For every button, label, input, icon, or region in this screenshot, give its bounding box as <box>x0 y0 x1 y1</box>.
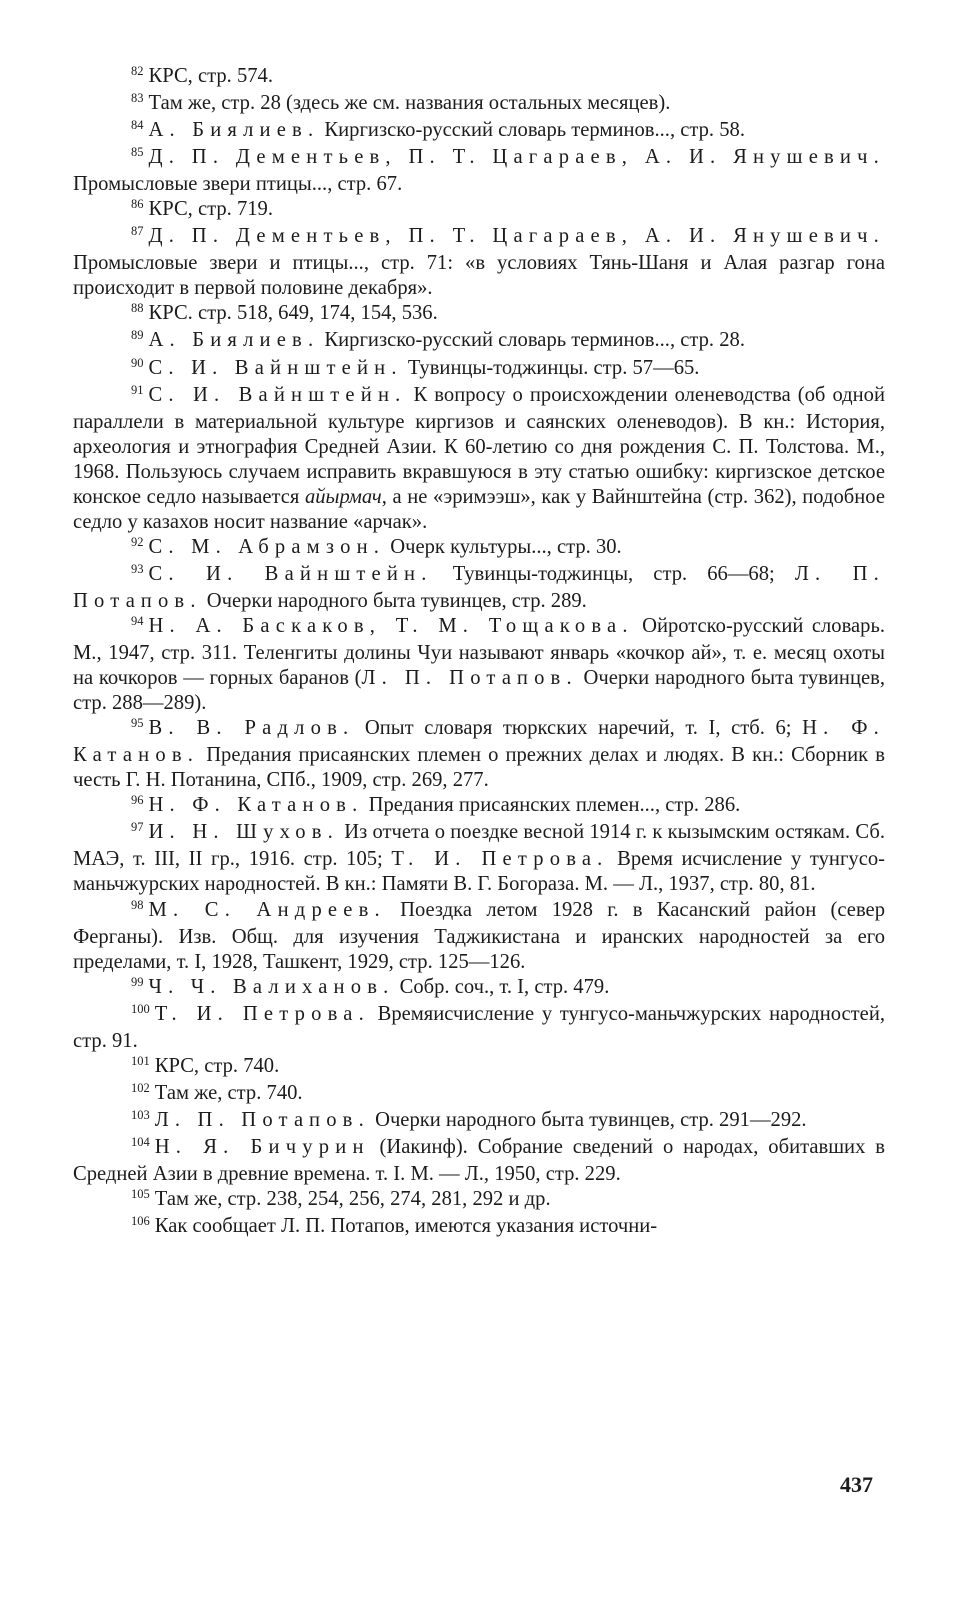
footnote-96: $^{96}$ Н. Ф. Катанов. Предания присаянских племен..., стр. 286. <box>131 793 741 817</box>
footnotes-list <box>73 64 885 1241</box>
footnote-89: $^{89}$ А. Биялиев. Киргизско-русский словарь терминов..., стр. 28. <box>131 328 745 352</box>
author-name: В. В. Радлов. <box>148 717 355 740</box>
footnote-88: $^{88}$ КРС. стр. 518, 649, 174, 154, 536. <box>131 301 438 325</box>
footnote-98: $^{98}$ М. С. Андреев. Поездка летом 1928 г. в Касанский район (север Ферганы). Изв. Общ. для изучения Таджикистана и иранских народностей за его пределами, т. I, 1928, Ташкент, 1929, стр. 125—126. <box>73 897 885 973</box>
author-name: И. Н. Шухов. <box>148 821 339 844</box>
author-name: Д. П. Дементьев, П. Т. Цагараев, А. И. Янушевич. <box>148 225 885 248</box>
author-name: Л. П. Потапов. <box>361 667 578 690</box>
author-name: Л. П. Потапов. <box>73 562 885 612</box>
author-name: Л. П. Потапов. <box>154 1108 370 1131</box>
author-name: С. И. Вайнштейн. <box>148 383 407 406</box>
footnote-84: $^{84}$ А. Биялиев. Киргизско-русский словарь терминов..., стр. 58. <box>131 118 745 142</box>
footnote-97: $^{97}$ И. Н. Шухов. Из отчета о поездке весной 1914 г. к кызымским остякам. Сб. МАЭ, т. III, II гр., 1916. стр. 105; Т. И. Петрова. Время исчисление у тунгусо-маньчжурских народностей. В кн.: Памяти В. Г. Богораза. М. — Л., 1937, стр. 80, 81. <box>73 820 885 896</box>
footnote-92: $^{92}$ С. М. Абрамзон. Очерк культуры..., стр. 30. <box>131 534 622 558</box>
author-name: М. С. Андреев. <box>148 898 386 921</box>
author-name: С. И. Вайнштейн. <box>148 356 403 379</box>
author-name: С. И. Вайнштейн. <box>148 562 433 585</box>
footnote-91: $^{91}$ С. И. Вайнштейн. К вопросу о происхождении оленеводства (об одной параллели в материальной культуре киргизов и саянских оленеводов). В кн.: История, археология и этнография Средней Азии. К 60-летию со дня рождения С. П. Толстова. М., 1968. Пользуюсь случаем исправить вкравшуюся в эту статью ошибку: киргизское детское конское седло называется айырмач, а не «эримээш», как у Вайнштейна (стр. 362), подобное седло у казахов носит название «арчак». <box>73 382 885 533</box>
author-name: А. Биялиев. <box>148 329 320 352</box>
footnote-95: $^{95}$ В. В. Радлов. Опыт словаря тюркских наречий, т. I, стб. 6; Н. Ф. Катанов. Предания присаянских племен о прежних делах и людях. В кн.: Сборник в честь Г. Н. Потанина, СПб., 1909, стр. 269, 277. <box>73 716 885 792</box>
author-name: С. М. Абрамзон. <box>148 535 386 558</box>
footnote-105: $^{105}$ Там же, стр. 238, 254, 256, 274, 281, 292 и др. <box>131 1187 551 1211</box>
footnote-101: $^{101}$ КРС, стр. 740. <box>131 1053 280 1077</box>
footnote-102: $^{102}$ Там же, стр. 740. <box>131 1080 303 1104</box>
footnote-103: $^{103}$ Л. П. Потапов. Очерки народного быта тувинцев, стр. 291—292. <box>131 1107 807 1131</box>
footnote-93: $^{93}$ С. И. Вайнштейн. Тувинцы-тоджинцы, стр. 66—68; Л. П. Потапов. Очерки народного быта тувинцев, стр. 289. <box>73 561 885 612</box>
author-name: Н. Ф. Катанов. <box>73 717 885 767</box>
author-name: А. Биялиев. <box>148 119 320 142</box>
author-name: Т. И. Петрова. <box>391 848 609 871</box>
footnote-104: $^{104}$ Н. Я. Бичурин (Иакинф). Собрание сведений о народах, обитавших в Средней Азии в древние времена. т. I. М. — Л., 1950, стр. 229. <box>73 1134 886 1185</box>
footnote-85: $^{85}$ Д. П. Дементьев, П. Т. Цагараев, А. И. Янушевич. Промысловые звери птицы..., стр. 67. <box>73 145 885 196</box>
author-name: Д. П. Дементьев, П. Т. Цагараев, А. И. Янушевич. <box>148 146 885 169</box>
author-name: Ч. Ч. Валиханов. <box>148 975 395 998</box>
footnote-83: $^{83}$ Там же, стр. 28 (здесь же см. названия остальных месяцев). <box>131 91 671 115</box>
footnote-106: $^{106}$ Как сообщает Л. П. Потапов, имеются указания источни- <box>131 1214 658 1238</box>
author-name: Н. Ф. Катанов. <box>148 794 364 817</box>
author-name: Н. А. Баскаков, Т. М. Тощакова. <box>148 614 634 637</box>
footnote-90: $^{90}$ С. И. Вайнштейн. Тувинцы-тоджинцы. стр. 57—65. <box>131 355 700 379</box>
italic-term: айырмач <box>304 485 382 508</box>
footnote-100: $^{100}$ Т. И. Петрова. Времяисчисление у тунгусо-маньчжурских народностей, стр. 91. <box>73 1001 885 1052</box>
footnote-99: $^{99}$ Ч. Ч. Валиханов. Собр. соч., т. I, стр. 479. <box>131 974 610 998</box>
footnote-86: $^{86}$ КРС, стр. 719. <box>131 197 273 221</box>
footnote-94: $^{94}$ Н. А. Баскаков, Т. М. Тощакова. Ойротско-русский словарь. М., 1947, стр. 311. Теленгиты долины Чуи называют январь «кочкор ай», т. е. месяц охоты на кочкоров — горных баранов (Л. П. Потапов. Очерки народного быта тувинцев, стр. 288—289). <box>73 613 885 715</box>
footnote-82: $^{82}$ КРС, стр. 574. <box>131 64 273 87</box>
author-name: Т. И. Петрова. <box>154 1002 370 1025</box>
author-name: Н. Я. Бичурин <box>154 1135 370 1158</box>
footnote-87: $^{87}$ Д. П. Дементьев, П. Т. Цагараев, А. И. Янушевич. Промысловые звери и птицы..., стр. 71: «в условиях Тянь-Шаня и Алая разгар гона происходит в первой половине декабря». <box>73 224 885 300</box>
page-number: 437 <box>840 1472 873 1497</box>
